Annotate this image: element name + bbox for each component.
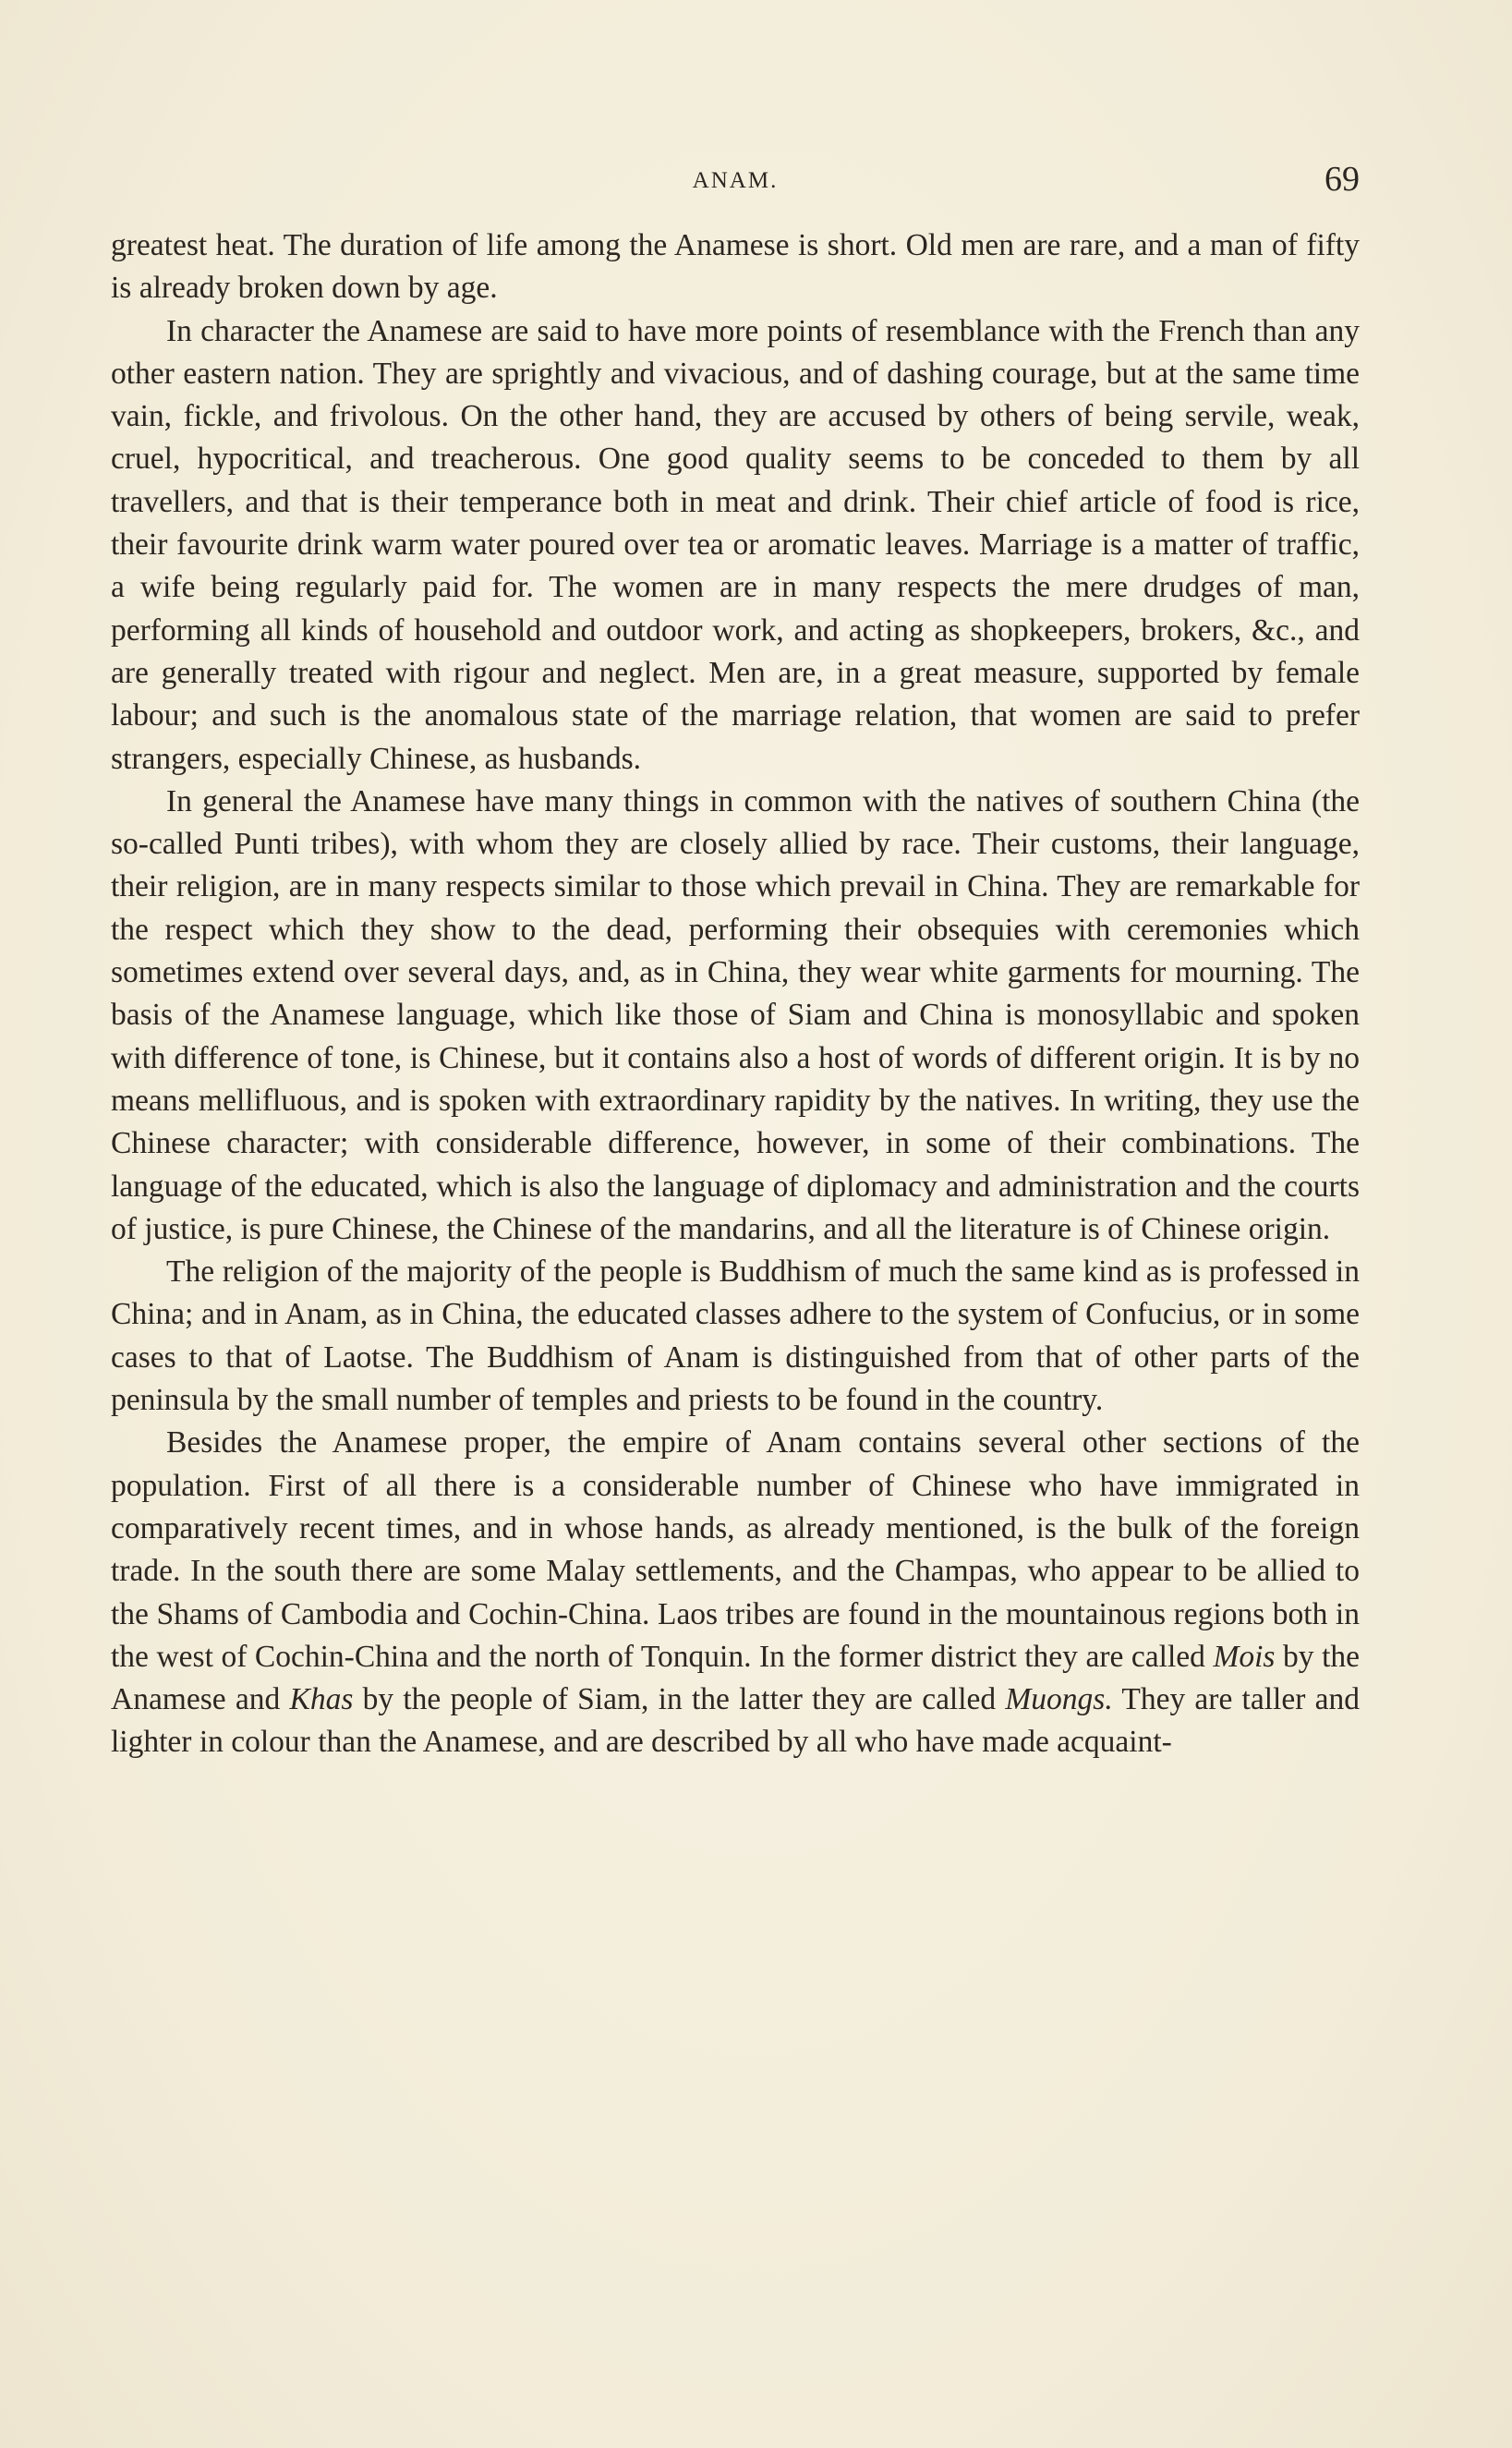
paragraph bbox=[111, 1251, 1360, 1422]
text-segment: They are taller and lighter in colour than the Anamese, and are described by all who have made acquaint- bbox=[111, 1682, 1360, 1760]
text-segment: by the people of Siam, in the latter they are called bbox=[353, 1682, 1006, 1717]
text-segment: In general the Anamese have many things in common with the natives of southern China (the so-called Punti tribes), with whom they are closely allied by race. Their customs, their language, their religion, are in many respects similar to those which prevail in China. They are remarkable for the respect which they show to the dead, performing their obsequies with ceremonies which sometimes extend over several days, and, as in China, they wear white garments for mourning. The basis of the Anamese language, which like those of Siam and China is monosyllabic and spoken with difference of tone, is Chinese, but it contains also a host of words of different origin. It is by no means mellifluous, and is spoken with extraordinary rapidity by the natives. In writing, they use the Chinese character; with considerable difference, however, in some of their combinations. The language of the educated, which is also the language of diplomacy and administration and the courts of justice, is pure Chinese, the Chinese of the mandarins, and all the literature is of Chinese origin. bbox=[111, 783, 1360, 1246]
text-segment: greatest heat. The duration of life among the Anamese is short. Old men are rare, and a man of fifty is already broken down by age. bbox=[111, 228, 1360, 306]
text-segment: In character the Anamese are said to have more points of resemblance with the French than any other eastern nation. They are sprightly and vivacious, and of dashing courage, but at the same time vain, fickle, and frivolous. On the other hand, they are accused by others of being servile, weak, cruel, hypocritical, and treacherous. One good quality seems to be conceded to them by all travellers, and that is their temperance both in meat and drink. Their chief article of food is rice, their favourite drink warm water poured over tea or aromatic leaves. Marriage is a matter of traffic, a wife being regularly paid for. The women are in many respects the mere drudges of man, performing all kinds of household and outdoor work, and acting as shopkeepers, brokers, &c., and are generally treated with rigour and neglect. Men are, in a great measure, supported by female labour; and such is the anomalous state of the marriage relation, that women are said to prefer strangers, especially Chinese, as husbands. bbox=[111, 313, 1360, 776]
paragraph bbox=[111, 781, 1360, 1251]
text-segment: Besides the Anamese proper, the empire of Anam contains several other sections of the population. First of all there is a considerable number of Chinese who have immigrated in comparatively recent times, and in whose hands, as already mentioned, is the bulk of the foreign trade. In the south there are some Malay settlements, and the Champas, who appear to be allied to the Shams of Cambodia and Cochin-China. Laos tribes are found in the mountainous regions both in the west of Cochin-China and the north of Tonquin. In the former district they are called bbox=[111, 1425, 1360, 1674]
paragraph bbox=[111, 310, 1360, 781]
italic-term: Muongs. bbox=[1005, 1682, 1113, 1717]
paragraph bbox=[111, 1422, 1360, 1763]
text-segment: by the Anamese and bbox=[111, 1639, 1361, 1717]
running-head: ANAM. bbox=[692, 168, 779, 193]
body-text bbox=[111, 224, 1360, 1764]
page-number: 69 bbox=[1325, 160, 1360, 199]
italic-term: Mois bbox=[1213, 1639, 1276, 1674]
paragraph bbox=[111, 224, 1360, 310]
text-segment: The religion of the majority of the people is Buddhism of much the same kind as is professed in China; and in Anam, as in China, the educated classes adhere to the system of Confucius, or in some cases to that of Laotse. The Buddhism of Anam is distinguished from that of other parts of the peninsula by the small number of temples and priests to be found in the country. bbox=[111, 1254, 1360, 1418]
page-header bbox=[111, 159, 1360, 203]
italic-term: Khas bbox=[289, 1682, 354, 1717]
